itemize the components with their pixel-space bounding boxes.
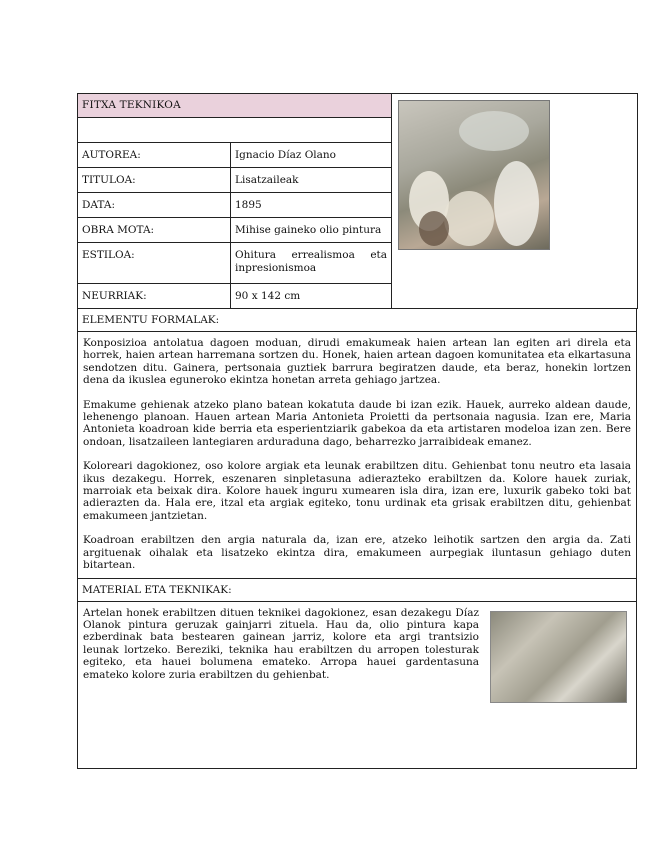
section-body xyxy=(78,602,636,768)
paragraph: Konposizioa antolatua dagoen moduan, dirudi emakumeak haien artean lan egiten ari direla eta horrek, haien artean harremana sortzen du. Honek, haien artean dagoen komunitatea eta elkartasuna sendotzen ditu. Gainera, pertsonaia guztiek barrura begiratzen daude, eta beraz, honekin lortzen dena da ikuslea eguneroko ekintza honetan arreta gehiago jartzea. xyxy=(83,337,631,387)
paragraph: Emakume gehienak atzeko plano batean kokatuta daude bi izan ezik. Hauek, aurreko aldean daude, lehenengo planoan. Hauen artean Maria Antonieta Proietti da pertsonaia nagusia. Izan ere, Maria Antonieta koadroan kide berria eta esperientziarik gabekoa da eta artistaren modeloa izan zen. Bere ondoan, lisatzaileen lantegiaren arduraduna dago, beharrezko jarraibideak emanez. xyxy=(83,398,631,448)
materials-section xyxy=(77,579,637,769)
field-label: AUTOREA: xyxy=(78,143,231,168)
field-label: TITULOA: xyxy=(78,168,231,193)
field-value: Ignacio Díaz Olano xyxy=(231,143,392,168)
blank-row xyxy=(78,118,392,143)
formal-elements-section xyxy=(77,309,637,579)
info-table xyxy=(77,93,638,309)
field-label: DATA: xyxy=(78,193,231,218)
field-value: 1895 xyxy=(231,193,392,218)
sheet-title: FITXA TEKNIKOA xyxy=(78,94,392,118)
field-value: Lisatzaileak xyxy=(231,168,392,193)
technical-sheet xyxy=(77,93,637,769)
section-title: MATERIAL ETA TEKNIKAK: xyxy=(78,579,636,602)
field-label: ESTILOA: xyxy=(78,243,231,284)
section-title: ELEMENTU FORMALAK: xyxy=(78,309,636,332)
painting-cell xyxy=(392,94,638,309)
field-label: NEURRIAK: xyxy=(78,284,231,309)
detail-image xyxy=(490,611,627,703)
painting-image xyxy=(398,100,550,250)
field-label: OBRA MOTA: xyxy=(78,218,231,243)
paragraph: Koadroan erabiltzen den argia naturala da, izan ere, atzeko leihotik sartzen den argia da. Zati argituenak oihalak eta lisatzeko ekintza dira, emakumeen aurpegiak iluntasun gehiago duten bitartean. xyxy=(83,534,631,572)
paragraph: Koloreari dagokionez, oso kolore argiak eta leunak erabiltzen ditu. Gehienbat tonu neutro eta lasaia ikus dezakegu. Horrek, eszenaren sinpletasuna adierazteko erabiltzen da. Kolore hauek zuriak, marroiak eta beixak dira. Kolore hauek inguru xumearen isla dira, izan ere, luxurik gabeko toki bat adierazten da. Hala ere, itzal eta argiak egiteko, tonu urdinak eta grisak erabiltzen ditu, gehienbat emakumeen jantzietan. xyxy=(83,460,631,522)
paragraph: Artelan honek erabiltzen dituen teknikei dagokionez, esan dezakegu Díaz Olanok pintura geruzak gainjarri zituela. Hau da, olio pintura kapa ezberdinak bata bestearen gainean jarriz, kolore eta argi trantsizio leunak lortzeko. Bereziki, teknika hau erabiltzen du arropen tolesturak egiteko, eta hauei bolumena emateko. Arropa hauei gardentasuna emateko kolore zuria erabiltzen du gehienbat. xyxy=(83,606,479,681)
section-body xyxy=(78,332,636,578)
field-value: Ohitura errealismoa eta inpresionismoa xyxy=(231,243,392,284)
field-value: Mihise gaineko olio pintura xyxy=(231,218,392,243)
field-value: 90 x 142 cm xyxy=(231,284,392,309)
